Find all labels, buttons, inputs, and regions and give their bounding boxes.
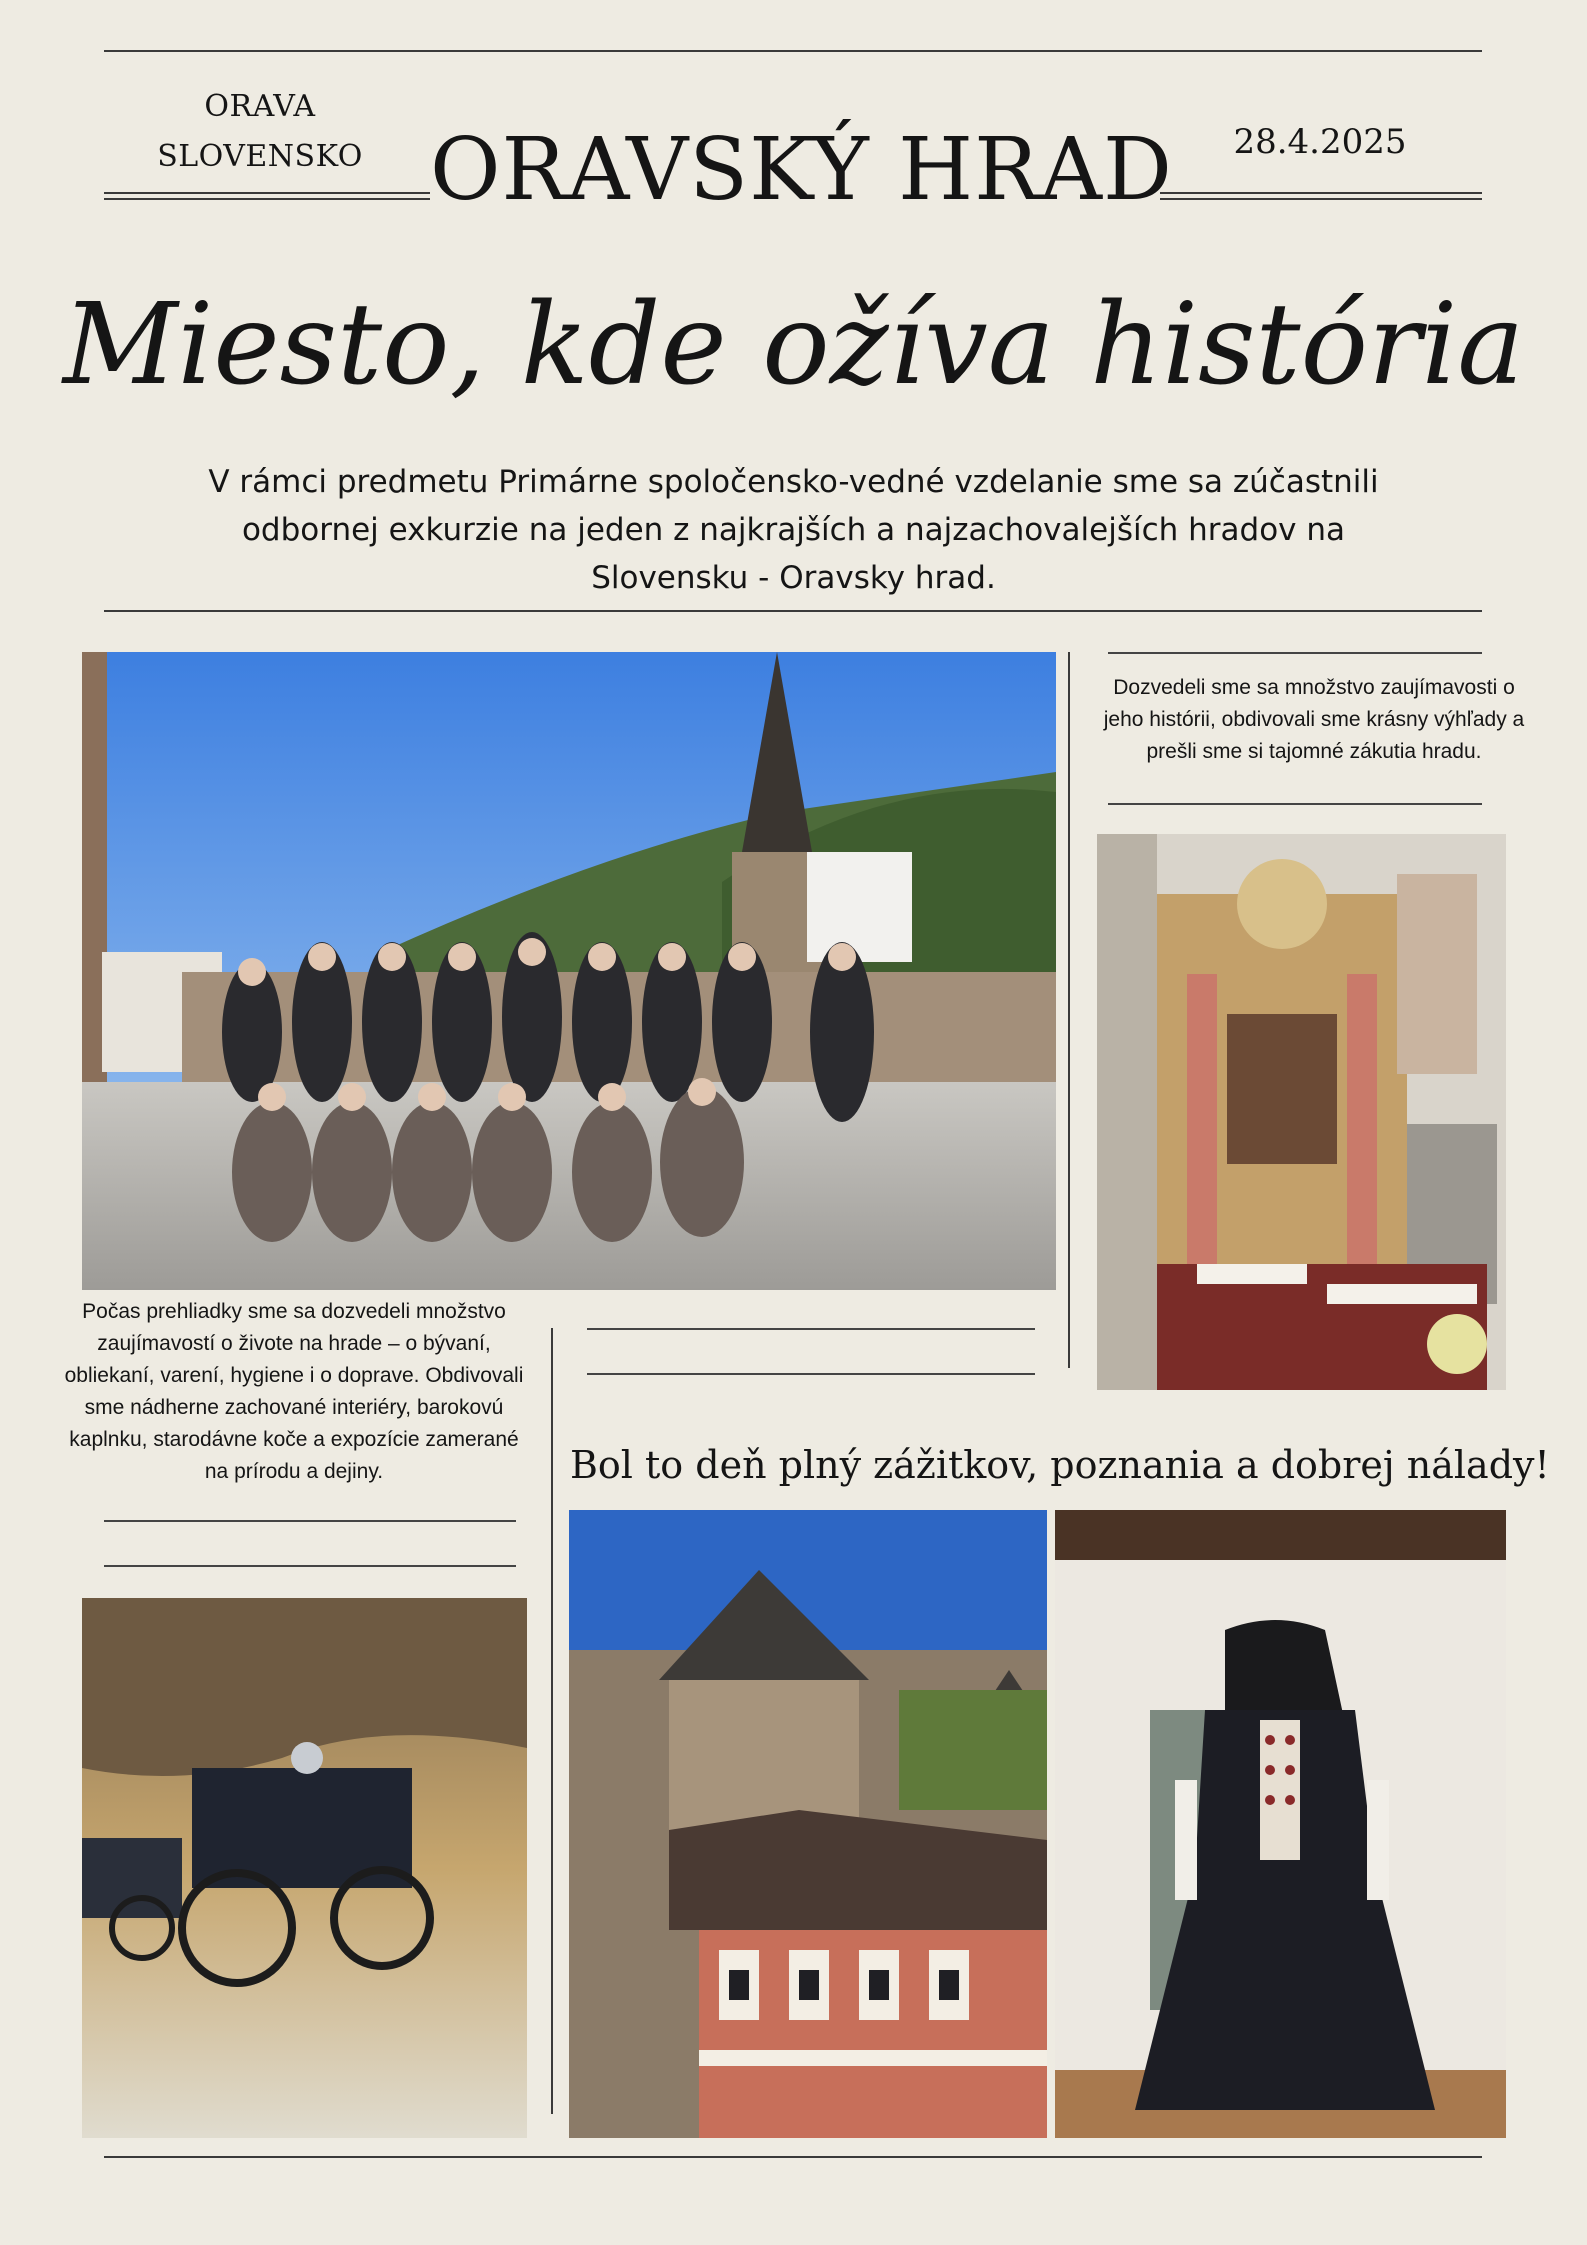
- left-masthead-rule: [104, 192, 430, 194]
- tagline-top-rule-1: [587, 1328, 1035, 1330]
- side-note-bottom-rule: [1108, 803, 1482, 805]
- issue-date: 28.4.2025: [1233, 122, 1407, 162]
- right-masthead-rule-2: [1160, 198, 1482, 200]
- lower-column-divider: [551, 1328, 553, 2114]
- historic-dress-photo: [1055, 1510, 1506, 2138]
- tour-note: Počas prehliadky sme sa dozvedeli množstvo zaujímavostí o živote na hrade – o bývaní, obliekaní, varení, hygiene i o doprave. Obdivovali sme nádherne zachované interiéry, barokovú kaplnku, starodávne koče a expozície zamerané na prírodu a dejiny.: [64, 1300, 524, 1483]
- group-photo: [82, 652, 1056, 1290]
- side-note: Dozvedeli sme sa množstvo zaujímavosti o jeho histórii, obdivovali sme krásny výhľady a prešli sme si tajomné zákutia hradu.: [1103, 676, 1525, 763]
- location-label: [150, 82, 370, 182]
- side-note-top-rule: [1108, 652, 1482, 654]
- tagline: Bol to deň plný zážitkov, poznania a dobrej nálady!: [570, 1443, 1550, 1487]
- lead-paragraph: V rámci predmetu Primárne spoločensko-vedné vzdelanie sme sa zúčastnili odbornej exkurzie na jeden z najkrajších a najzachovalejších hradov na Slovensku - Oravsky hrad.: [208, 464, 1379, 596]
- carriage-photo: [82, 1598, 527, 2138]
- tour-note-rule-2: [104, 1565, 516, 1567]
- lead-rule: [104, 610, 1482, 612]
- right-masthead-rule: [1160, 192, 1482, 194]
- main-photo-divider: [1068, 652, 1070, 1368]
- top-rule: [104, 50, 1482, 52]
- tour-note-rule-1: [104, 1520, 516, 1522]
- region-line-2: SLOVENSKO: [157, 139, 363, 174]
- masthead-title: ORAVSKÝ HRAD: [430, 120, 1173, 220]
- castle-tower-photo: [569, 1510, 1047, 2138]
- left-masthead-rule-2: [104, 198, 430, 200]
- tagline-top-rule-2: [587, 1373, 1035, 1375]
- bottom-rule: [104, 2156, 1482, 2158]
- chapel-altar-photo: [1097, 834, 1506, 1390]
- headline: Miesto, kde ožíva história: [62, 280, 1525, 410]
- region-line-1: ORAVA: [204, 89, 316, 124]
